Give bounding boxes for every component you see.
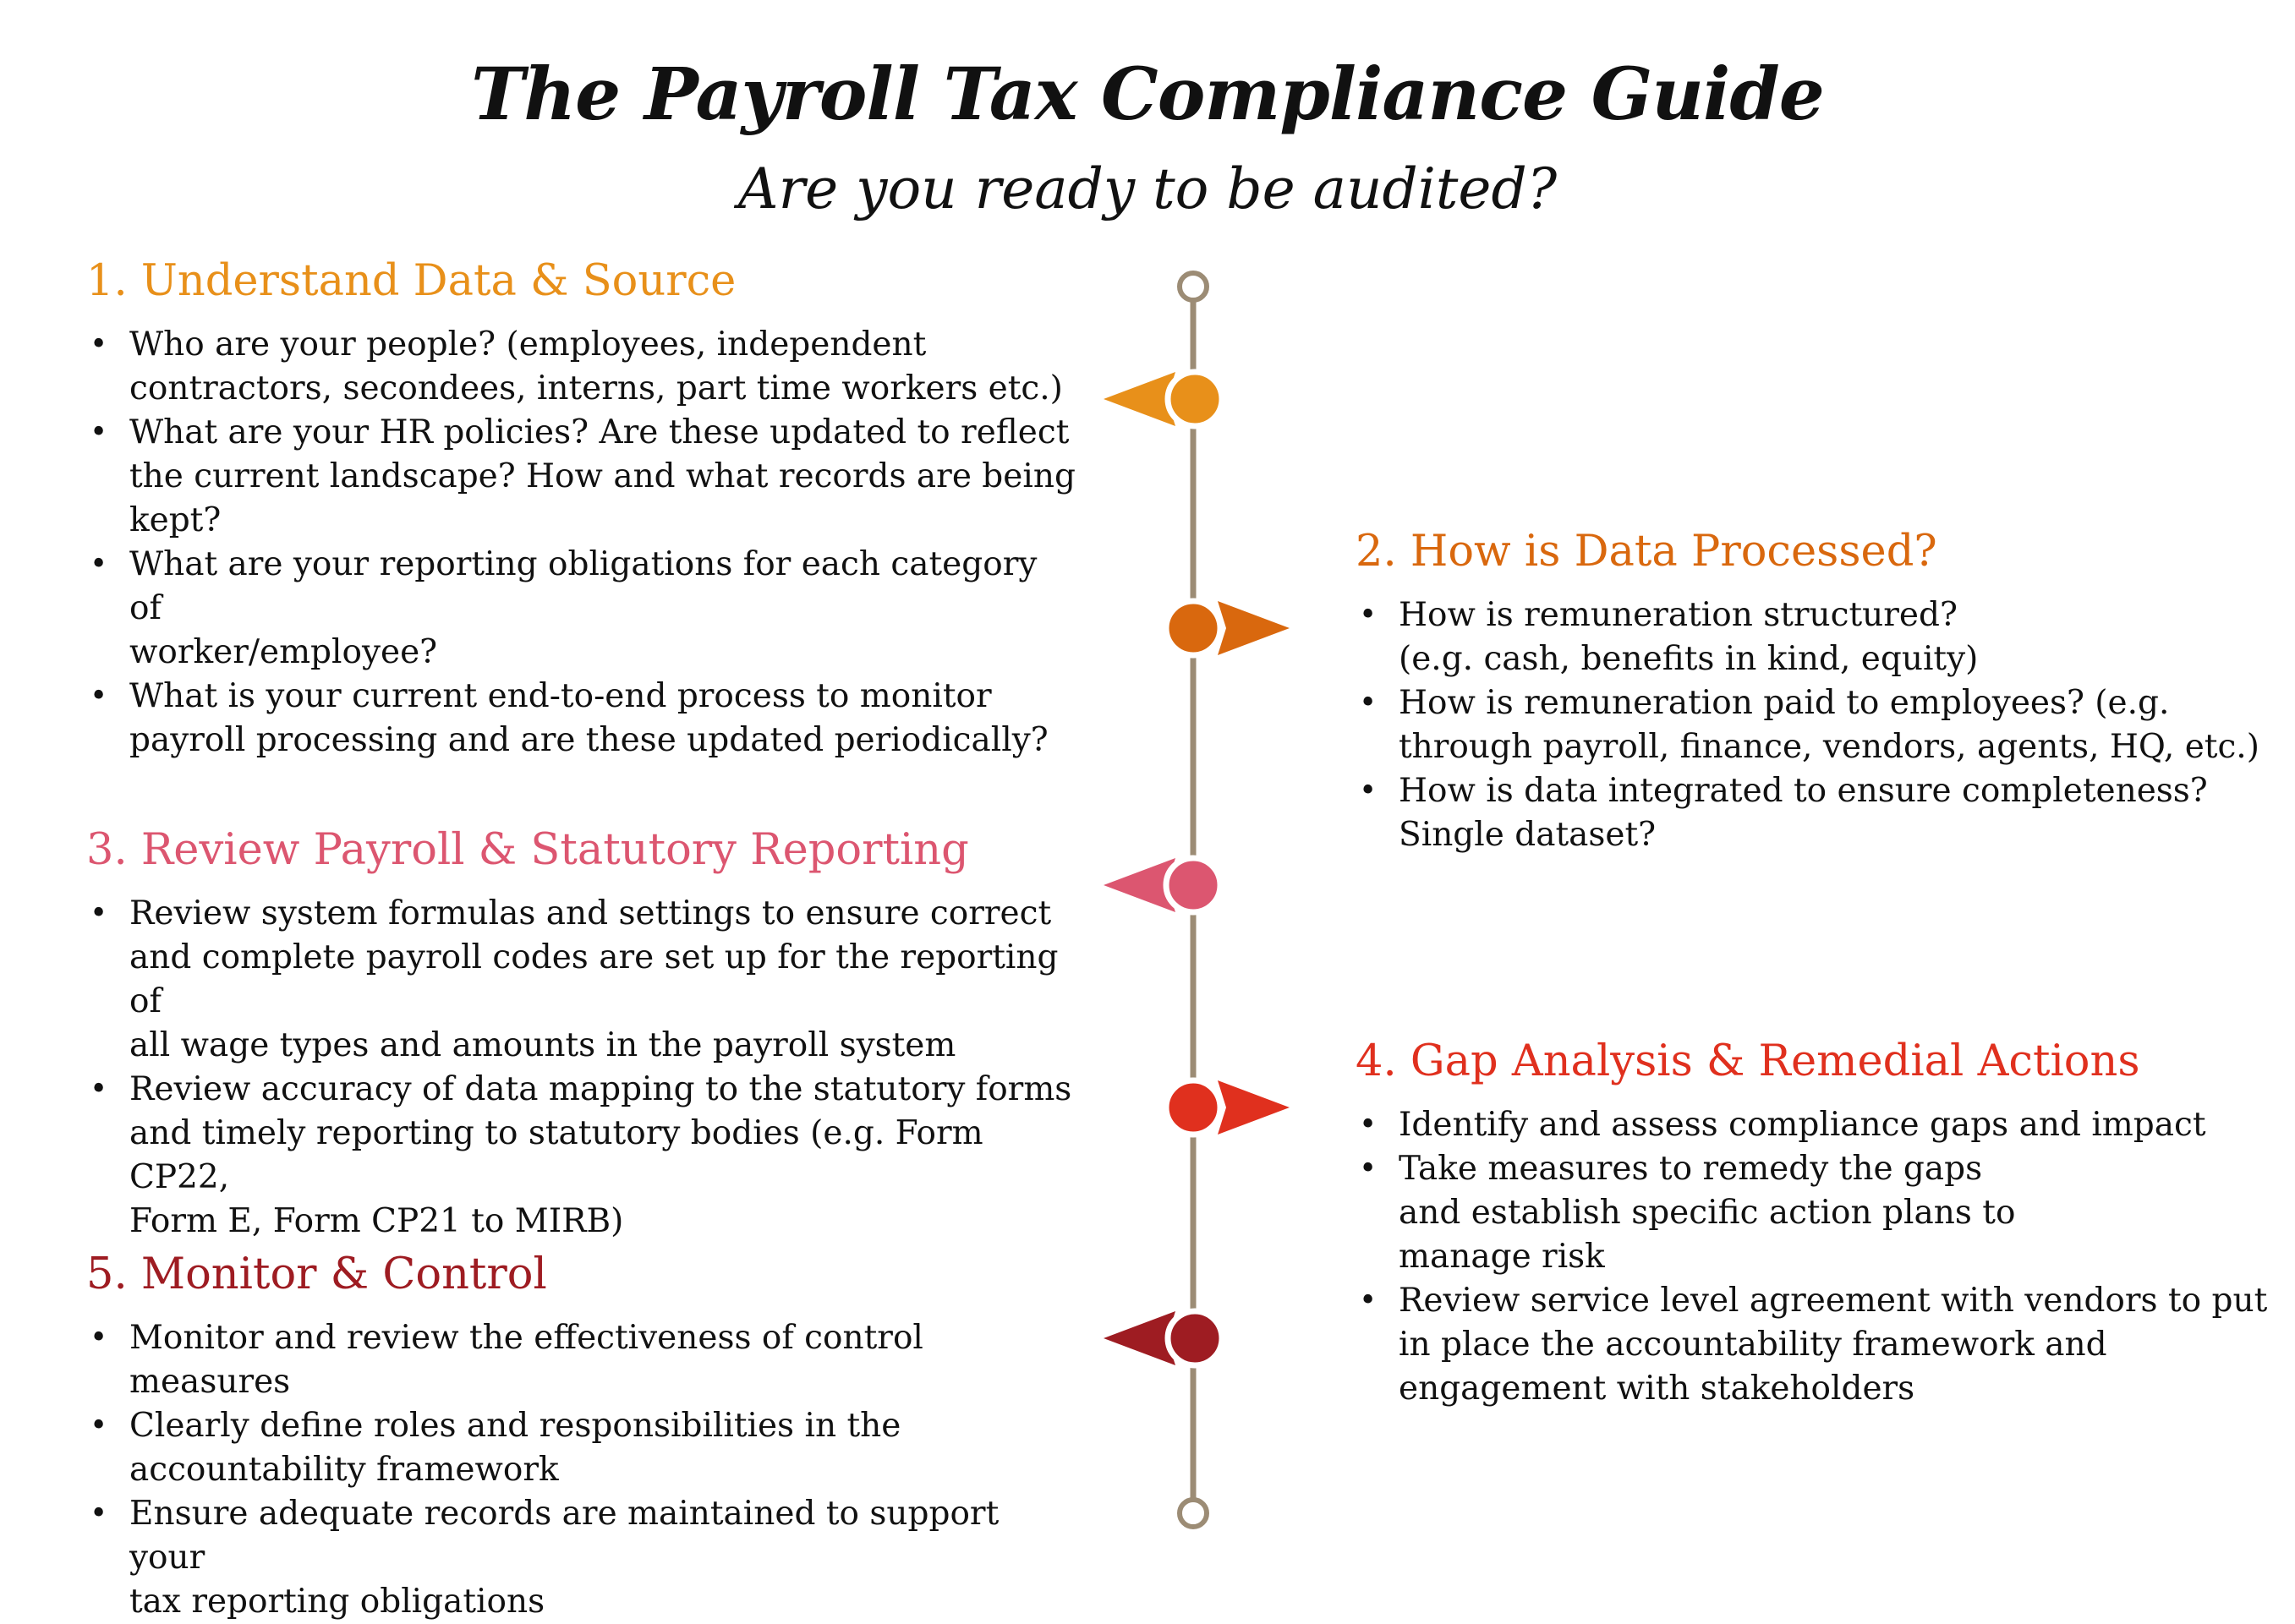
list-item: • How is remuneration paid to employees? (e.g. through payroll, finance, vendors, agents, HQ, etc.): [1356, 681, 2294, 769]
step1-dot-icon: [1168, 372, 1222, 426]
section-heading: 3. Review Payroll & Statutory Reporting: [86, 825, 969, 875]
list-item: • What is your current end-to-end process to monitor payroll processing and are these updated periodically?: [86, 675, 1076, 763]
step1-arrow-icon: [1104, 372, 1175, 426]
list-item: • Take measures to remedy the gaps and establish specific action plans to manage risk: [1356, 1147, 2294, 1279]
bullet-list: [86, 1316, 1076, 1624]
section-heading: 4. Gap Analysis & Remedial Actions: [1356, 1036, 2140, 1086]
list-item: • Monitor and review the effectiveness of control measures: [86, 1316, 1076, 1404]
list-item: • Clearly define roles and responsibilities in the accountability framework: [86, 1404, 1076, 1492]
step2-marker: [1166, 601, 1290, 655]
bullet-list: [86, 892, 1076, 1244]
step4-dot-icon: [1166, 1080, 1220, 1135]
section-heading: 2. How is Data Processed?: [1356, 527, 1937, 577]
step3-dot-icon: [1166, 858, 1220, 912]
section-heading: 5. Monitor & Control: [86, 1249, 547, 1299]
list-item: • What are your reporting obligations for each category of worker/employee?: [86, 543, 1076, 675]
bullet-list: [1356, 1103, 2294, 1411]
section-data-processed: [1356, 526, 2294, 857]
bullet-list: [86, 323, 1076, 763]
timeline-end-node: [1180, 1500, 1207, 1527]
section-understand-data: [86, 255, 1076, 763]
timeline-start-node: [1180, 273, 1207, 300]
step4-marker: [1166, 1080, 1290, 1135]
list-item: • Review service level agreement with vendors to put in place the accountability framework and engagement with stakeholders: [1356, 1279, 2294, 1411]
bullet-list: [1356, 593, 2294, 857]
section-review-payroll: [86, 824, 1076, 1244]
list-item: • Review accuracy of data mapping to the statutory forms and timely reporting to statutory bodies (e.g. Form CP22, Form E, Form CP21 to MIRB): [86, 1068, 1076, 1244]
section-monitor-control: [86, 1249, 1076, 1624]
list-item: • What are your HR policies? Are these updated to reflect the current landscape? How and what records are being kept?: [86, 411, 1076, 543]
page-title: The Payroll Tax Compliance Guide: [471, 52, 1824, 137]
step4-arrow-icon: [1218, 1080, 1290, 1135]
list-item: • Identify and assess compliance gaps and impact: [1356, 1103, 2294, 1147]
section-heading: 1. Understand Data & Source: [86, 256, 737, 306]
list-item: • Review system formulas and settings to ensure correct and complete payroll codes are set up for the reporting of all wage types and amounts in the payroll system: [86, 892, 1076, 1068]
page-subtitle: Are you ready to be audited?: [737, 156, 1558, 221]
step2-arrow-icon: [1218, 601, 1290, 655]
step5-marker: [1104, 1311, 1222, 1365]
list-item: • How is remuneration structured? (e.g. cash, benefits in kind, equity): [1356, 593, 2294, 681]
step3-marker: [1104, 858, 1220, 912]
list-item: • How is data integrated to ensure completeness? Single dataset?: [1356, 769, 2294, 857]
step1-marker: [1104, 372, 1222, 426]
list-item: • Who are your people? (employees, independent contractors, secondees, interns, part time workers etc.): [86, 323, 1076, 411]
step2-dot-icon: [1166, 601, 1220, 655]
section-gap-analysis: [1356, 1036, 2294, 1411]
list-item: • Ensure adequate records are maintained to support your tax reporting obligations: [86, 1492, 1076, 1624]
step5-dot-icon: [1168, 1311, 1222, 1365]
step5-arrow-icon: [1104, 1311, 1175, 1365]
